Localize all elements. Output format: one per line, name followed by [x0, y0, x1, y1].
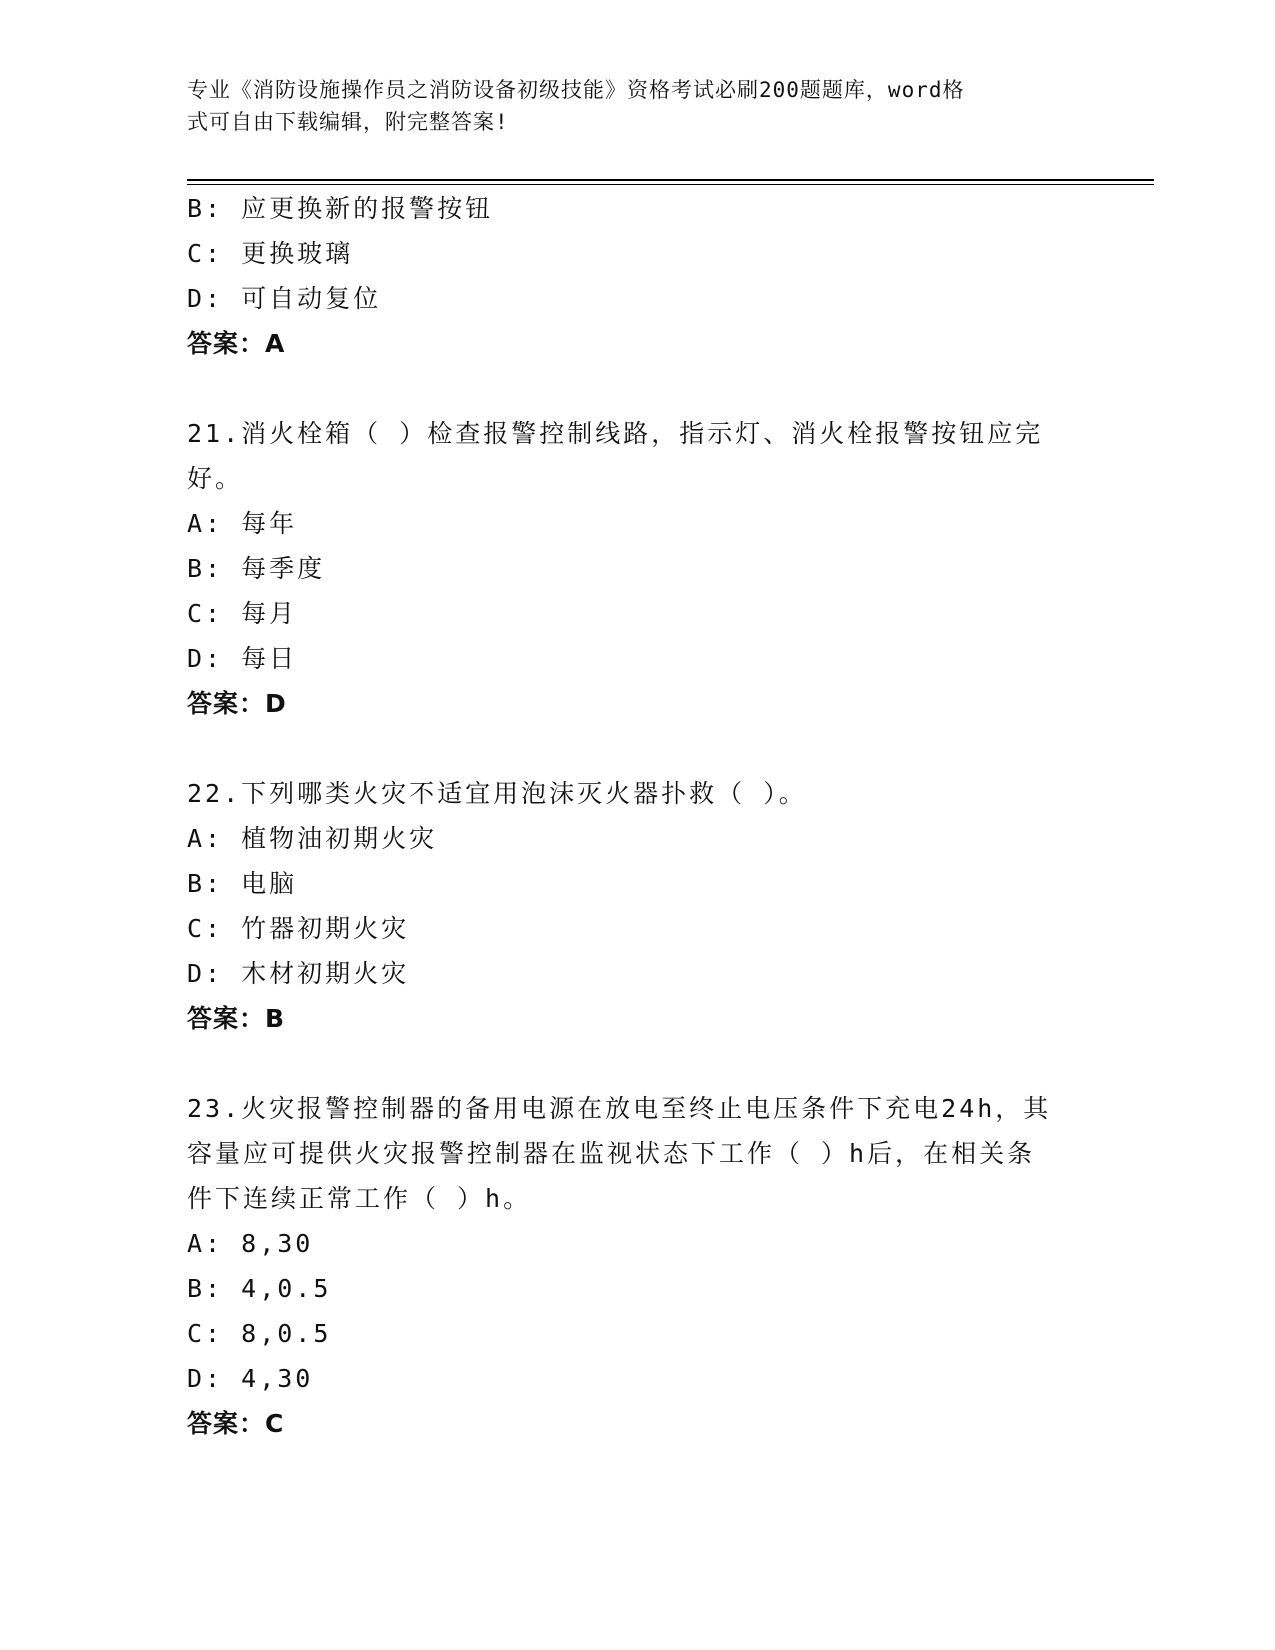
q23-option-d: D: 4,30 — [187, 1364, 314, 1393]
prev-option-c: C: 更换玻璃 — [187, 239, 354, 268]
q23-text-line-1: 23.火灾报警控制器的备用电源在放电至终止电压条件下充电24h，其 — [187, 1094, 1052, 1123]
q22-option-a: A: 植物油初期火灾 — [187, 824, 438, 853]
q23-answer: 答案：C — [187, 1409, 285, 1438]
q22-option-d: D: 木材初期火灾 — [187, 959, 410, 988]
q22-option-c: C: 竹器初期火灾 — [187, 914, 410, 943]
q21-option-b: B: 每季度 — [187, 554, 326, 583]
q21-option-c: C: 每月 — [187, 599, 298, 628]
header-rule-thick — [187, 179, 1154, 181]
q21-text-line-1: 21.消火栓箱（ ）检查报警控制线路，指示灯、消火栓报警按钮应完 — [187, 419, 1044, 448]
q21-option-a: A: 每年 — [187, 509, 298, 538]
prev-option-b: B: 应更换新的报警按钮 — [187, 194, 494, 223]
prev-option-d: D: 可自动复位 — [187, 284, 382, 313]
header-line-2: 式可自由下载编辑，附完整答案! — [187, 110, 509, 134]
q23-option-c: C: 8,0.5 — [187, 1319, 332, 1348]
q23-text-line-2: 容量应可提供火灾报警控制器在监视状态下工作（ ）h后，在相关条 — [187, 1139, 1036, 1168]
q22-text-line-1: 22.下列哪类火灾不适宜用泡沫灭火器扑救（ ）。 — [187, 779, 807, 808]
q23-option-a: A: 8,30 — [187, 1229, 314, 1258]
q22-option-b: B: 电脑 — [187, 869, 298, 898]
page-header — [187, 74, 1067, 138]
q21-option-d: D: 每日 — [187, 644, 298, 673]
q23-option-b: B: 4,0.5 — [187, 1274, 332, 1303]
header-rule-thin — [187, 184, 1154, 185]
q21-text-line-2: 好。 — [187, 464, 244, 493]
q22-answer: 答案：B — [187, 1004, 286, 1033]
q23-text-line-3: 件下连续正常工作（ ）h。 — [187, 1184, 532, 1213]
q21-answer: 答案：D — [187, 689, 287, 718]
prev-answer: 答案：A — [187, 329, 286, 358]
header-line-1: 专业《消防设施操作员之消防设备初级技能》资格考试必刷200题题库，word格 — [187, 78, 965, 102]
